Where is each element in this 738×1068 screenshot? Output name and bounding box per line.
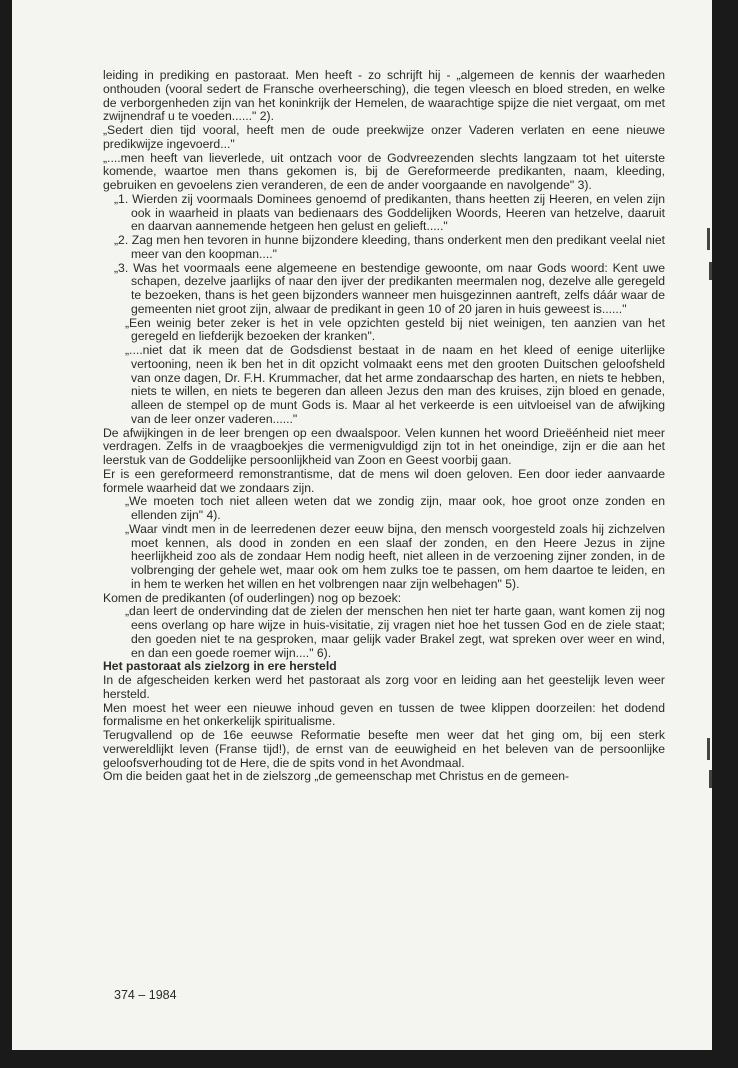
paragraph: Er is een gereformeerd remonstrantisme, dat de mens wil doen geloven. Een door ieder aanvaarde formele waarheid dat we zondaars zijn. — [103, 466, 665, 495]
binding-mark — [707, 738, 710, 760]
scan-edge — [0, 1052, 738, 1068]
numbered-quote: „1. Wierden zij voormaals Dominees genoemd of predikanten, thans heetten zij Heeren, en velen zijn ook in waarheid in plaats van bedienaars des Goddelijken Woords, Heeren van hetzelve, daaruit en daarvan aannemende hetgeen hen gelust en gelieft....." — [114, 191, 665, 234]
binding-mark — [709, 262, 712, 280]
paragraph: Terugvallend op de 16e eeuwse Reformatie besefte men weer dat het ging om, bij een sterk verwereldlijkt leven (Franse tijd!), de ernst van de eeuwigheid en het beleven van de persoonlijke geloofsverhouding tot de Here, die de spits vond in het Avondmaal. — [103, 728, 665, 770]
paragraph: De afwijkingen in de leer brengen op een dwaalspoor. Velen kunnen het woord Drieëénheid niet meer verdragen. Zelfs in de vraagboekjes die vermenigvuldigd zijn tot in het oneindige, zijn er die aan het leerstuk van de Goddelijke persoonlijkheid van Zoon en Geest voorbij gaan. — [103, 425, 665, 467]
binding-mark — [707, 228, 710, 250]
body-text — [103, 69, 665, 784]
paragraph: leiding in prediking en pastoraat. Men heeft - zo schrijft hij - „algemeen de kennis der waarheden onthouden (vooral sedert de Fransche overheersching), die tegen vleesch en bloed streden, en welke de verborgenheden zijn van het koninkrijk der Hemelen, de waarachtige spijze die niet vergaat, om met zwijnendraf u te voeden......" 2). — [103, 68, 665, 124]
quote: „Een weinig beter zeker is het in vele opzichten gesteld bij niet weinigen, ten aanzien van het geregeld en liefderijk bezoeken der kranken". — [125, 315, 665, 344]
section-heading: Het pastoraat als zielzorg in ere hersteld — [103, 659, 337, 674]
paragraph: Men moest het weer een nieuwe inhoud geven en tussen de twee klippen doorzeilen: het dodend formalisme en het onkerkelijk spiritualisme. — [103, 700, 665, 729]
quote: „Waar vindt men in de leerredenen dezer eeuw bijna, den mensch voorgesteld zoals hij zichzelven moet kennen, als dood in zonden en een slaaf der zonden, en den Heere Jezus in zijne heerlijkheid zoo als de zondaar Hem nodig heeft, niet alleen in de verzoening zijner zonden, in de volbrenging der gehele wet, maar ook om hem zulks toe te passen, om hem daartoe te leiden, en in hem te werken het willen en het volbrengen naar zijn welbehagen" 5). — [125, 521, 665, 591]
document-page — [12, 0, 712, 1050]
quote: „We moeten toch niet alleen weten dat we zondig zijn, maar ook, hoe groot onze zonden en ellenden zijn" 4). — [125, 494, 665, 522]
quote: „dan leert de ondervinding dat de zielen der menschen hen niet ter harte gaan, want komen zij nog eens overlang op hare wijze in huis-visitatie, zij vragen niet hoe het tussen God en de ziele staat; den goeden niet te na gesproken, maar gelijk vader Brakel zegt, wat spreken over weer en wind, en dan een goede roemer wijn...." 6). — [125, 604, 665, 660]
paragraph: Komen de predikanten (of ouderlingen) nog op bezoek: — [103, 590, 402, 605]
quote: „Sedert dien tijd vooral, heeft men de oude preekwijze onzer Vaderen verlaten en eene nieuwe predikwijze ingevoerd..." — [103, 123, 665, 151]
numbered-quote: „2. Zag men hen tevoren in hunne bijzondere kleeding, thans onderkent men den predikant veelal niet meer van den koopman...." — [114, 233, 665, 261]
paragraph: In de afgescheiden kerken werd het pastoraat als zorg voor en leiding aan het geestelijk leven weer hersteld. — [103, 673, 665, 701]
quote: „....men heeft van lieverlede, uit ontzach voor de Godvreezenden slechts langzaam tot het uiterste komende, waartoe men thans gekomen is, bij de Gereformeerde predikanten, naam, kleeding, gebruiken en gevoelens zien veranderen, de een de ander voorgaande en navolgende" 3). — [103, 150, 665, 192]
numbered-quote: „3. Was het voormaals eene algemeene en bestendige gewoonte, om naar Gods woord: Kent uwe schapen, dezelve jaarlijks of naar den ijver der predikanten meermalen nog, dezelve alle geregeld te bezoeken, thans is het geen bijzonders wanneer men huisgezinnen aantreft, zelfs dáár waar de gemeenten niet groot zijn, alwaar de predikant in geen 10 of 20 jaren in huis geweest is......" — [114, 260, 665, 316]
paragraph: Om die beiden gaat het in de zielszorg „de gemeenschap met Christus en de gemeen- — [103, 769, 570, 784]
page-number: 374 – 1984 — [114, 988, 177, 1002]
quote: „....niet dat ik meen dat de Godsdienst bestaat in de naam en het kleed of eenige uiterlijke vertooning, neen ik ben het in dit opzicht volmaakt eens met den grooten Duitschen geloofsheld van onze dagen, Dr. F.H. Krummacher, dat het arme zondaarschap des harten, en niets te hebben, niets te willen, en niets te begeren dan alleen Jezus den man des kruises, zijn bloed en genade, alleen de stempel op de munt Gods is. Maar al het verkeerde is een uitvloeisel van de afwijking van de leer onzer vaderen......" — [125, 343, 665, 426]
binding-mark — [709, 770, 712, 788]
